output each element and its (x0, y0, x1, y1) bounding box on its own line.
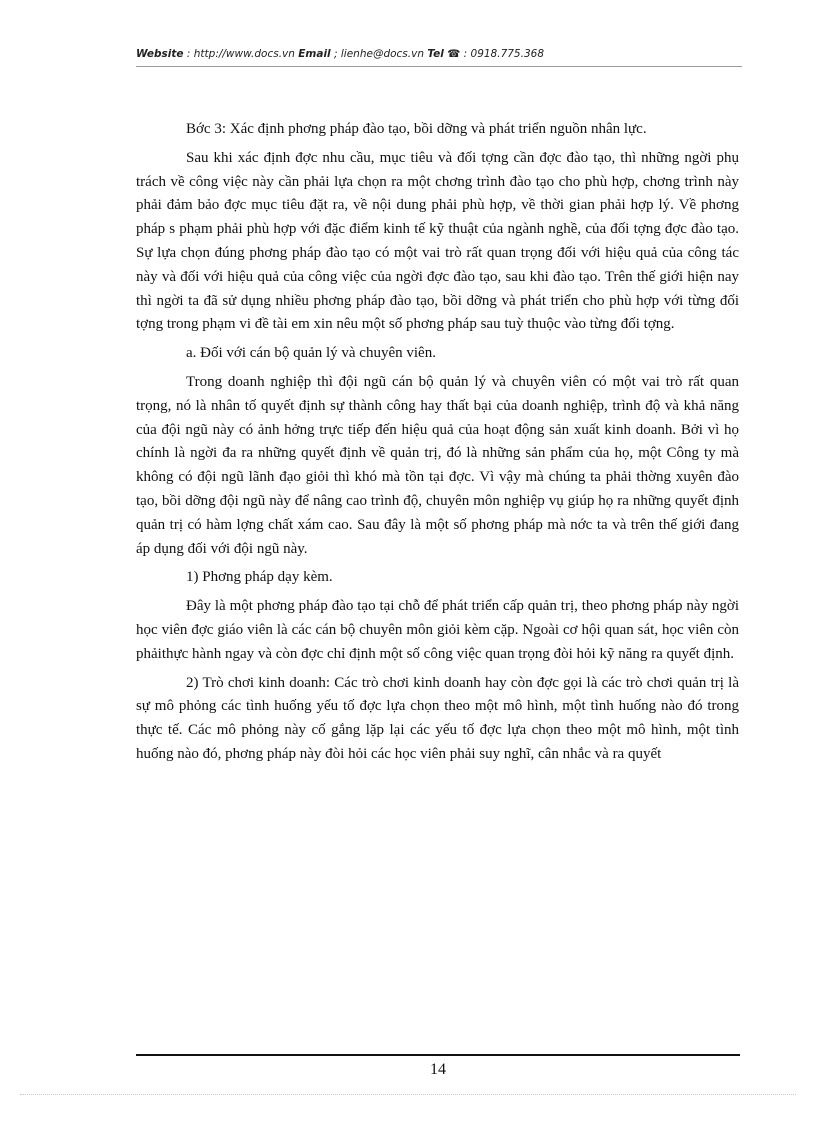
tel-label: Tel (427, 48, 444, 60)
method-1-heading: 1) Phơng pháp dạy kèm. (186, 569, 333, 586)
website-url: http://www.docs.vn (193, 48, 295, 60)
document-body (136, 118, 739, 772)
step-3-heading: Bớc 3: Xác định phơng pháp đào tạo, bồi dỡng và phát triển nguồn nhân lực. (186, 121, 647, 137)
section-a-heading: a. Đối với cán bộ quản lý và chuyên viên. (186, 345, 436, 362)
paragraph-training-method-selection: Sau khi xác định đợc nhu cầu, mục tiêu và đối tợng cần đợc đào tạo, thì những ngời phụ trách về công việc này cần phải lựa chọn ra một chơng trình đào tạo cho phù hợp, chơng trình này phải đảm bảo đợc mục tiêu đặt ra, về nội dung phải phù hợp, về thời gian phải hợp lý. Về phơng pháp s phạm phải phù hợp với đặc điểm kinh tế kỹ thuật của ngành nghề, của đối tợng đợc đào tạo. Sự lựa chọn đúng phơng pháp đào tạo có một vai trò rất quan trọng đối với hiệu quả của công tác này và đối với hiệu quả của công việc của ngời đợc đào tạo, sau khi đào tạo. Trên thế giới hiện nay thì ngời ta đã sử dụng nhiều phơng pháp đào tạo, bồi dỡng và phát triển cho phù hợp với từng đối tợng trong phạm vi đề tài em xin nêu một số phơng pháp sau tuỳ thuộc vào từng đối tợng. (136, 149, 739, 333)
page-number: 14 (430, 1061, 446, 1078)
paragraph-management-staff: Trong doanh nghiệp thì đội ngũ cán bộ quản lý và chuyên viên có một vai trò rất quan trọng, nó là nhân tố quyết định sự thành công hay thất bại của doanh nghiệp, trình độ và khả năng của đội ngũ này có ảnh hởng trực tiếp đến hiệu quả của hoạt động sản xuất kinh doanh. Bởi vì họ chính là ngời đa ra những quyết định về quản trị, đó là những sản phẩm của họ, một Công ty mà không có đội ngũ lãnh đạo giỏi thì khó mà tồn tại đợc. Vì vậy mà chúng ta phải thờng xuyên đào tạo, bồi dỡng đội ngũ này để nâng cao trình độ, chuyên môn nghiệp vụ giúp họ ra những quyết định quản trị có hàm lợng chất xám cao. Sau đây là một số phơng pháp mà nớc ta và trên thế giới đang áp dụng đối với đội ngũ này. (136, 373, 739, 557)
website-separator: : (183, 48, 194, 60)
phone-icon: ☎ (447, 48, 461, 60)
website-label: Website (136, 48, 184, 60)
email-separator: ; (330, 48, 341, 60)
tel-separator: : (460, 48, 471, 60)
email-label: Email (298, 48, 331, 60)
paragraph-business-games: 2) Trò chơi kinh doanh: Các trò chơi kinh doanh hay còn đợc gọi là các trò chơi quản trị là sự mô phỏng các tình huống yếu tố đợc lựa chọn theo một mô hình, một tình huống nào đó trong thực tế. Các mô phỏng này cố gắng lặp lại các yếu tố đợc lựa chọn theo một mô hình, một tình huống nào đó, phơng pháp này đòi hỏi các học viên phải suy nghĩ, cân nhắc và ra quyết (136, 674, 739, 762)
paragraph-coaching-method: Đây là một phơng pháp đào tạo tại chỗ để phát triển cấp quản trị, theo phơng pháp này ngời học viên đợc giáo viên là các cán bộ chuyên môn giỏi kèm cặp. Ngoài cơ hội quan sát, học viên còn phảithực hành ngay và còn đợc chỉ định một số công việc quan trọng đòi hỏi kỹ năng ra quyết định. (136, 598, 739, 662)
page-header (136, 48, 742, 60)
email-address: lienhe@docs.vn (340, 48, 424, 60)
phone-number: 0918.775.368 (470, 48, 544, 60)
footer-divider (136, 1054, 740, 1056)
header-divider (136, 66, 742, 67)
page-bottom-border (20, 1094, 796, 1095)
